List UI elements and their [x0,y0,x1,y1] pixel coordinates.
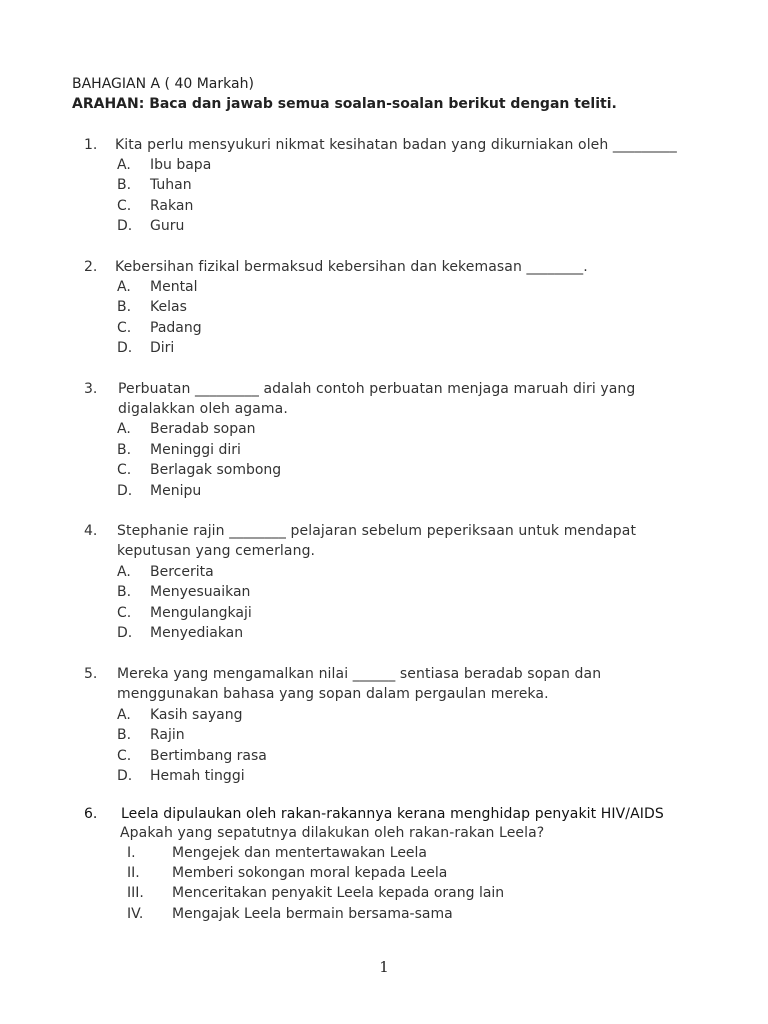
option-letter: B. [117,727,132,743]
question-number: 1. [84,137,98,153]
option-text: Beradab sopan [150,421,256,437]
question-text: Kebersihan fizikal bermaksud kebersihan dan kekemasan ________. [115,259,588,275]
option-text: Mengejek dan mentertawakan Leela [172,845,428,861]
option-letter: D. [117,218,133,234]
option-letter: II. [127,865,140,881]
option-text: Bertimbang rasa [150,748,267,764]
option-letter: C. [117,462,132,478]
option-text: Hemah tinggi [150,768,245,784]
option-text: Rakan [150,198,194,214]
question-text: menggunakan bahasa yang sopan dalam pergaulan mereka. [117,686,549,702]
option-letter: D. [117,483,133,499]
option-text: Mental [150,279,198,295]
option-text: Ibu bapa [150,157,212,173]
option-letter: A. [117,564,131,580]
option-letter: III. [127,885,144,901]
option-letter: B. [117,299,132,315]
option-text: Memberi sokongan moral kepada Leela [172,865,448,881]
option-text: Mengulangkaji [150,605,252,621]
option-letter: C. [117,198,132,214]
section-heading: BAHAGIAN A ( 40 Markah) [72,76,254,92]
option-letter: I. [127,845,136,861]
section-instruction: ARAHAN: Baca dan jawab semua soalan-soalan berikut dengan teliti. [72,96,617,112]
option-text: Diri [150,340,175,356]
question-text: digalakkan oleh agama. [118,401,288,417]
option-text: Menyesuaikan [150,584,251,600]
option-text: Menipu [150,483,202,499]
option-letter: A. [117,157,131,173]
question-text: Kita perlu mensyukuri nikmat kesihatan badan yang dikurniakan oleh _________ [115,137,677,153]
option-letter: B. [117,177,132,193]
option-text: Meninggi diri [150,442,241,458]
option-text: Kasih sayang [150,707,243,723]
option-letter: D. [117,625,133,641]
option-letter: C. [117,748,132,764]
option-text: Berlagak sombong [150,462,282,478]
question-text: Perbuatan _________ adalah contoh perbuatan menjaga maruah diri yang [118,381,636,397]
option-text: Guru [150,218,185,234]
page-number: 1 [379,958,389,976]
option-text: Mengajak Leela bermain bersama-sama [172,906,453,922]
option-letter: A. [117,421,131,437]
question-number: 4. [84,523,98,539]
question-text: Mereka yang mengamalkan nilai ______ sentiasa beradab sopan dan [117,666,602,682]
option-text: Tuhan [150,177,192,193]
question-text: Stephanie rajin ________ pelajaran sebelum peperiksaan untuk mendapat [117,523,637,539]
question-text: Apakah yang sepatutnya dilakukan oleh rakan-rakan Leela? [120,825,545,841]
question-number: 3. [84,381,98,397]
option-letter: B. [117,584,132,600]
option-letter: D. [117,340,133,356]
option-text: Bercerita [150,564,214,580]
question-number: 6. [84,806,98,822]
option-text: Menyediakan [150,625,244,641]
option-letter: D. [117,768,133,784]
option-text: Rajin [150,727,185,743]
option-letter: B. [117,442,132,458]
option-letter: C. [117,320,132,336]
question-text: Leela dipulaukan oleh rakan-rakannya kerana menghidap penyakit HIV/AIDS [121,806,664,822]
question-number: 2. [84,259,98,275]
option-text: Padang [150,320,202,336]
question-text: keputusan yang cemerlang. [117,543,316,559]
option-letter: A. [117,279,131,295]
option-text: Menceritakan penyakit Leela kepada orang lain [172,885,505,901]
question-number: 5. [84,666,98,682]
option-text: Kelas [150,299,187,315]
option-letter: A. [117,707,131,723]
option-letter: IV. [127,906,144,922]
option-letter: C. [117,605,132,621]
